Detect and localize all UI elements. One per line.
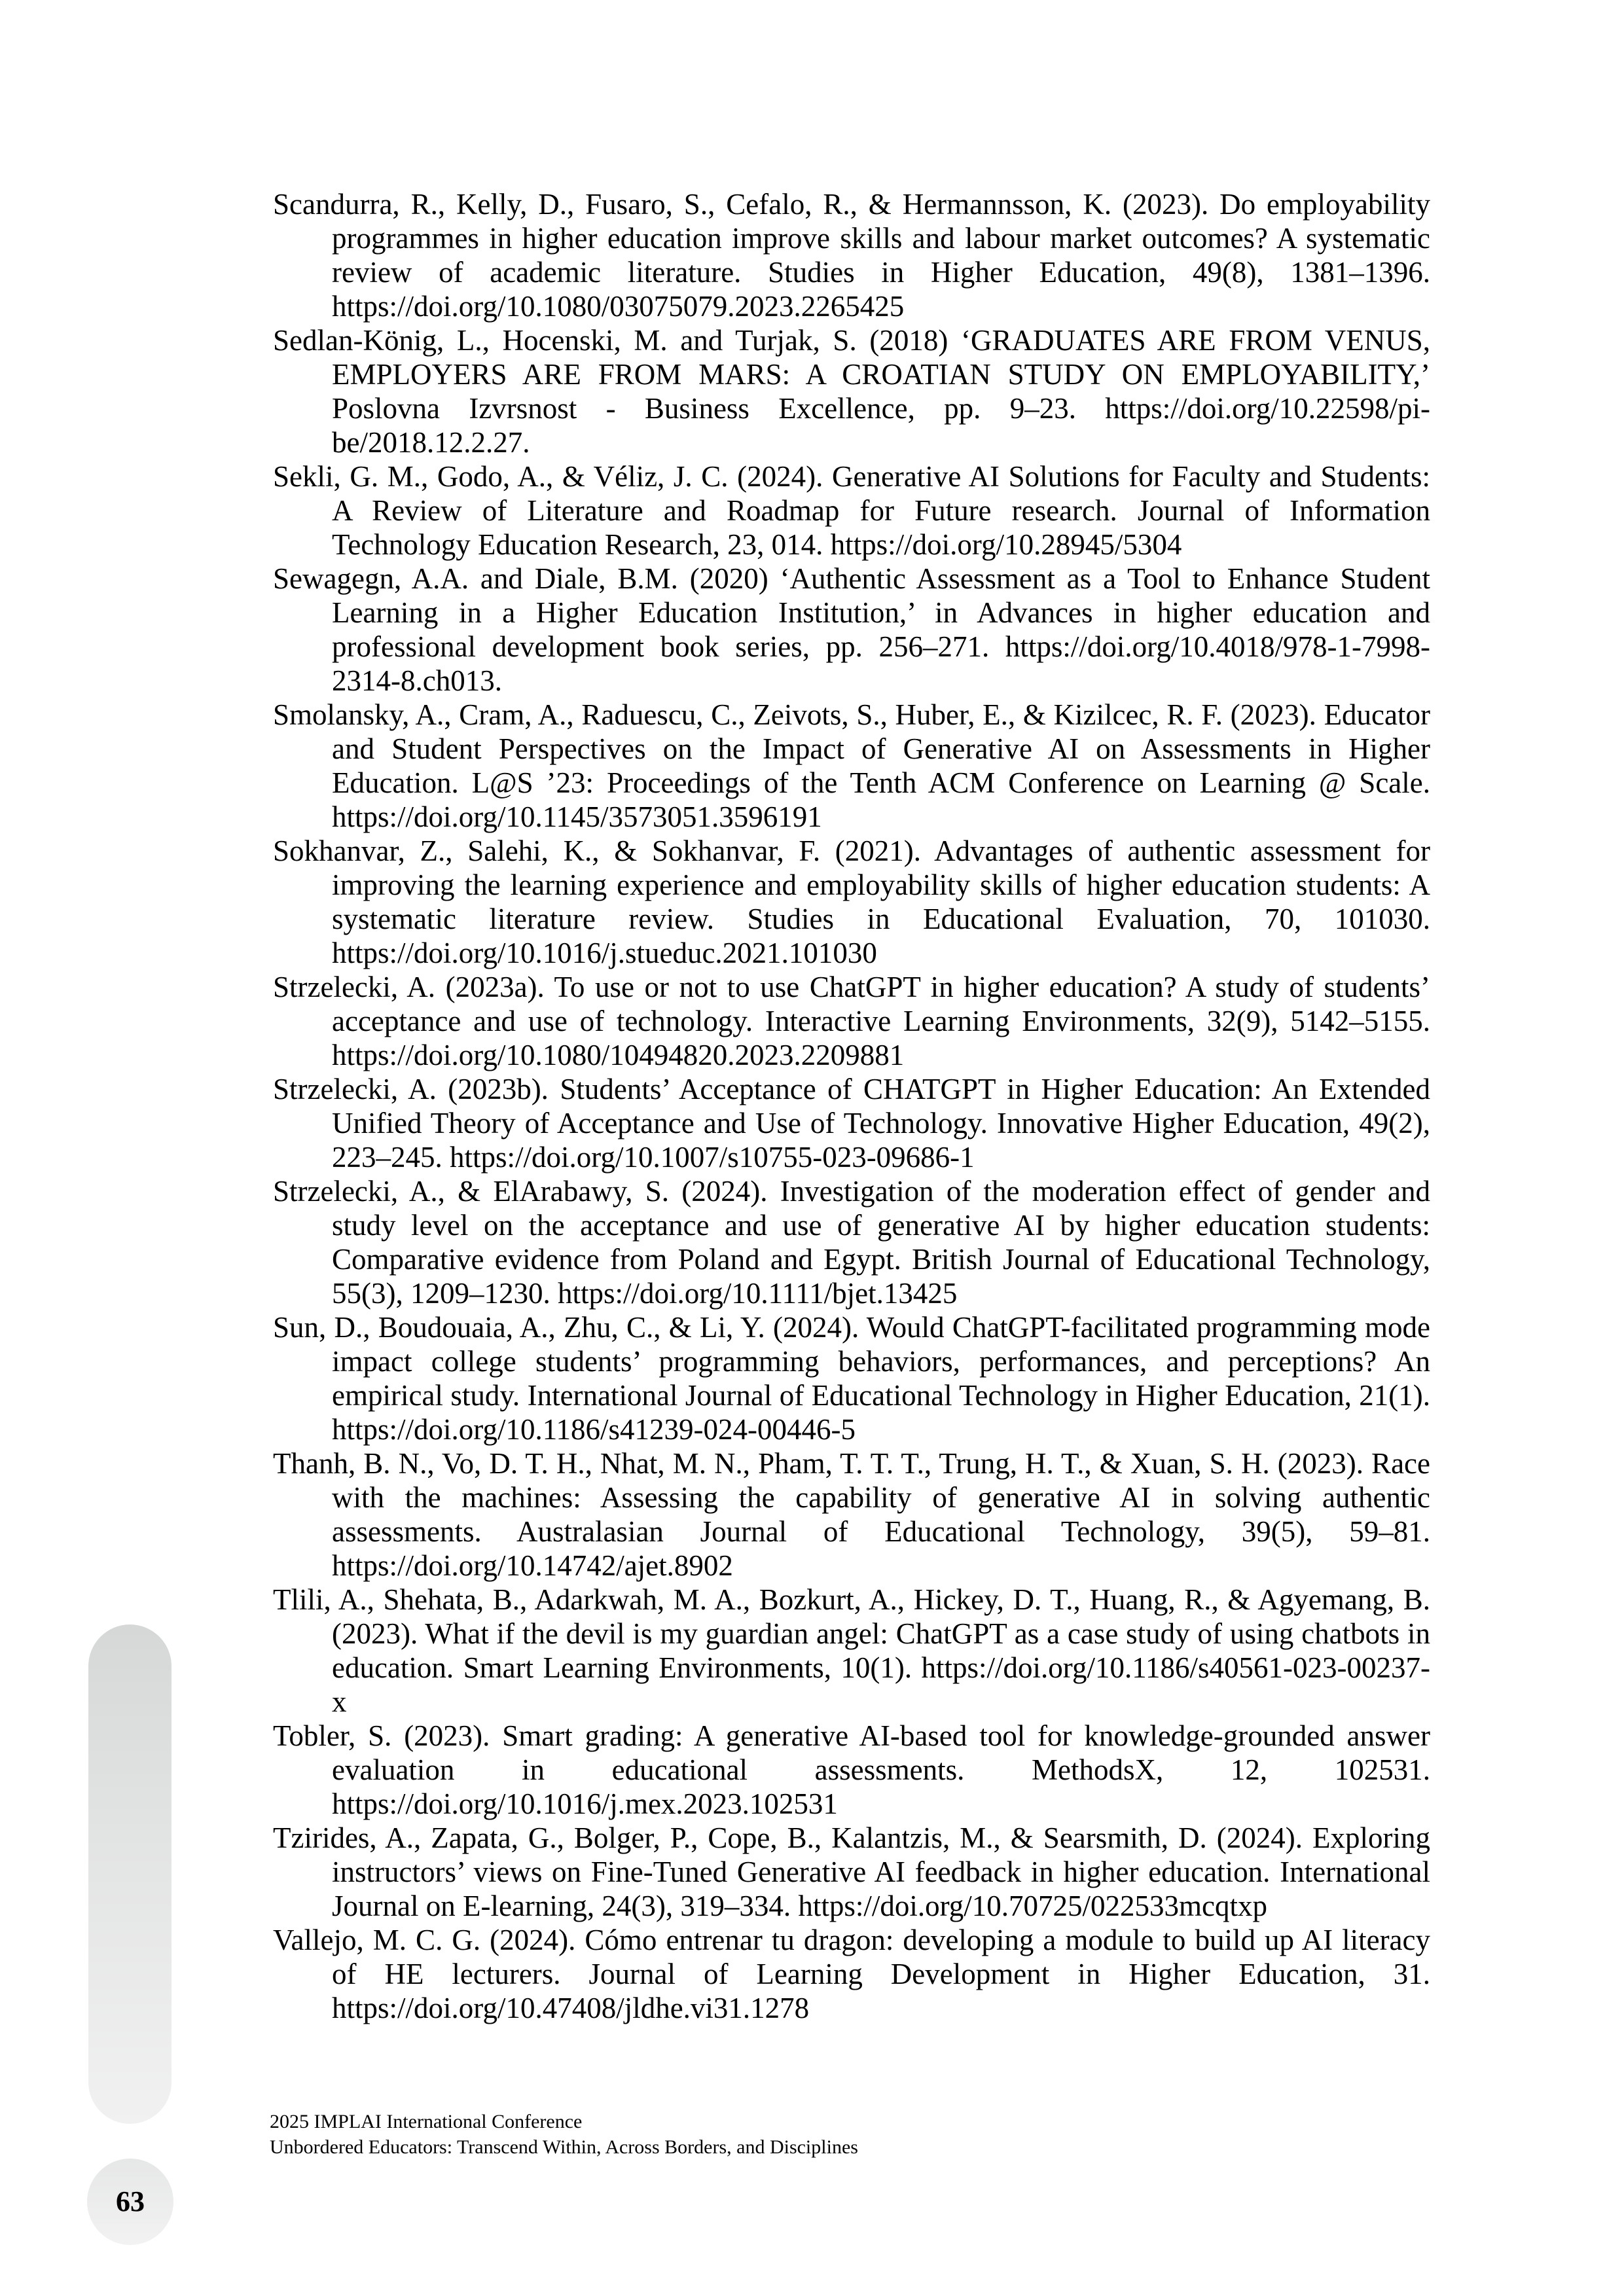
side-capsule-decoration (88, 1624, 171, 2124)
reference-entry: Tzirides, A., Zapata, G., Bolger, P., Cope, B., Kalantzis, M., & Searsmith, D. (2024). Exploring instructors’ views on Fine-Tuned Generative AI feedback in higher education. International Journal on E-learning, 24(3), 319–334. https://doi.org/10.70725/022533mcqtxp (273, 1821, 1430, 1922)
page-number-badge (87, 2159, 173, 2245)
reference-entry: Tlili, A., Shehata, B., Adarkwah, M. A., Bozkurt, A., Hickey, D. T., Huang, R., & Agyemang, B. (2023). What if the devil is my guardian angel: ChatGPT as a case study of using chatbots in education. Smart Learning Environments, 10(1). https://doi.org/10.1186/s40561-023-00237-x (273, 1583, 1430, 1718)
footer-conference-theme: Unbordered Educators: Transcend Within, Across Borders, and Disciplines (270, 2136, 858, 2158)
reference-entry: Strzelecki, A. (2023a). To use or not to use ChatGPT in higher education? A study of students’ acceptance and use of technology. Interactive Learning Environments, 32(9), 5142–5155. https://doi.org/10.1080/10494820.2023.2209881 (273, 971, 1430, 1071)
reference-entry: Sewagegn, A.A. and Diale, B.M. (2020) ‘Authentic Assessment as a Tool to Enhance Student Learning in a Higher Education Institution,’ in Advances in higher education and professional development book series, pp. 256–271. https://doi.org/10.4018/978-1-7998-2314-8.ch013. (273, 562, 1430, 697)
reference-entry: Sekli, G. M., Godo, A., & Véliz, J. C. (2024). Generative AI Solutions for Faculty and Students: A Review of Literature and Roadmap for Future research. Journal of Information Technology Education Research, 23, 014. https://doi.org/10.28945/5304 (273, 460, 1430, 561)
reference-entry: Sun, D., Boudouaia, A., Zhu, C., & Li, Y. (2024). Would ChatGPT-facilitated programming mode impact college students’ programming behaviors, performances, and perceptions? An empirical study. International Journal of Educational Technology in Higher Education, 21(1). https://doi.org/10.1186/s41239-024-00446-5 (273, 1311, 1430, 1446)
reference-entry: Sedlan-König, L., Hocenski, M. and Turjak, S. (2018) ‘GRADUATES ARE FROM VENUS, EMPLOYERS ARE FROM MARS: A CROATIAN STUDY ON EMPLOYABILITY,’ Poslovna Izvrsnost - Business Excellence, pp. 9–23. https://doi.org/10.22598/pi-be/2018.12.2.27. (273, 324, 1430, 459)
references-list (273, 187, 1430, 2025)
reference-entry: Tobler, S. (2023). Smart grading: A generative AI-based tool for knowledge-grounded answer evaluation in educational assessments. MethodsX, 12, 102531. https://doi.org/10.1016/j.mex.2023.102531 (273, 1719, 1430, 1820)
reference-entry: Strzelecki, A. (2023b). Students’ Acceptance of CHATGPT in Higher Education: An Extended Unified Theory of Acceptance and Use of Technology. Innovative Higher Education, 49(2), 223–245. https://doi.org/10.1007/s10755-023-09686-1 (273, 1073, 1430, 1174)
page-footer (270, 2109, 858, 2160)
reference-entry: Strzelecki, A., & ElArabawy, S. (2024). Investigation of the moderation effect of gender and study level on the acceptance and use of generative AI by higher education students: Comparative evidence from Poland and Egypt. British Journal of Educational Technology, 55(3), 1209–1230. https://doi.org/10.1111/bjet.13425 (273, 1175, 1430, 1310)
reference-entry: Vallejo, M. C. G. (2024). Cómo entrenar tu dragon: developing a module to build up AI literacy of HE lecturers. Journal of Learning Development in Higher Education, 31. https://doi.org/10.47408/jldhe.vi31.1278 (273, 1924, 1430, 2024)
page-number: 63 (116, 2185, 145, 2217)
reference-entry: Scandurra, R., Kelly, D., Fusaro, S., Cefalo, R., & Hermannsson, K. (2023). Do employability programmes in higher education improve skills and labour market outcomes? A systematic review of academic literature. Studies in Higher Education, 49(8), 1381–1396. https://doi.org/10.1080/03075079.2023.2265425 (273, 188, 1430, 323)
reference-entry: Thanh, B. N., Vo, D. T. H., Nhat, M. N., Pham, T. T. T., Trung, H. T., & Xuan, S. H. (2023). Race with the machines: Assessing the capability of generative AI in solving authentic assessments. Australasian Journal of Educational Technology, 39(5), 59–81. https://doi.org/10.14742/ajet.8902 (273, 1447, 1430, 1582)
reference-entry: Smolansky, A., Cram, A., Raduescu, C., Zeivots, S., Huber, E., & Kizilcec, R. F. (2023). Educator and Student Perspectives on the Impact of Generative AI on Assessments in Higher Education. L@S ’23: Proceedings of the Tenth ACM Conference on Learning @ Scale. https://doi.org/10.1145/3573051.3596191 (273, 698, 1430, 833)
reference-entry: Sokhanvar, Z., Salehi, K., & Sokhanvar, F. (2021). Advantages of authentic assessment for improving the learning experience and employability skills of higher education students: A systematic literature review. Studies in Educational Evaluation, 70, 101030. https://doi.org/10.1016/j.stueduc.2021.101030 (273, 834, 1430, 969)
footer-conference-name: 2025 IMPLAI International Conference (270, 2111, 583, 2132)
